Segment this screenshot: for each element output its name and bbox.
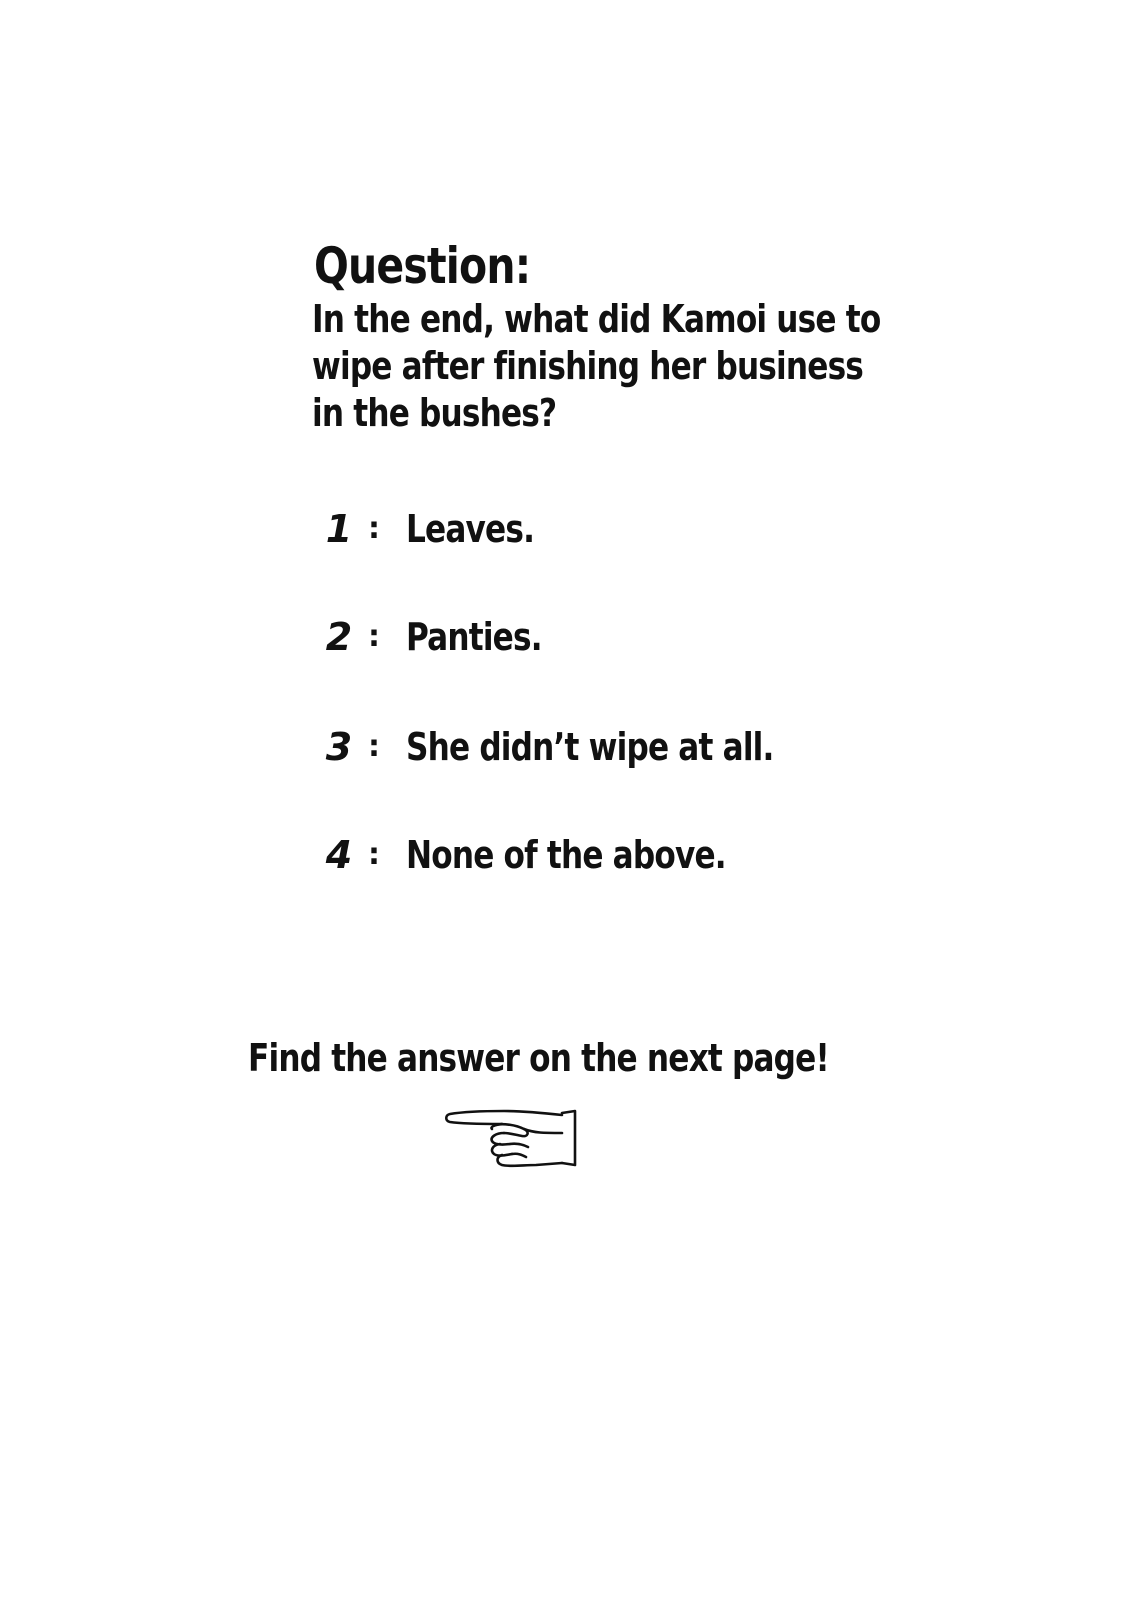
- option-separator: :: [368, 511, 380, 546]
- option-separator: :: [368, 837, 380, 872]
- option-separator: :: [368, 619, 380, 654]
- question-line: in the bushes?: [312, 391, 557, 435]
- option-label: Leaves.: [406, 507, 535, 551]
- option-label: She didn’t wipe at all.: [406, 725, 774, 769]
- pointing-hand-icon: [444, 1103, 578, 1173]
- option-number: 4: [325, 833, 353, 877]
- next-page-hint: Find the answer on the next page!: [248, 1036, 829, 1080]
- option-label: Panties.: [406, 615, 542, 659]
- option-label: None of the above.: [406, 833, 726, 877]
- question-text: [312, 296, 880, 437]
- question-line: In the end, what did Kamoi use to: [312, 297, 881, 341]
- question-heading: Question:: [314, 237, 531, 295]
- option-number: 1: [325, 507, 353, 551]
- option-number: 3: [325, 725, 353, 769]
- option-number: 2: [325, 615, 353, 659]
- question-line: wipe after finishing her business: [312, 344, 864, 388]
- option-separator: :: [368, 729, 380, 764]
